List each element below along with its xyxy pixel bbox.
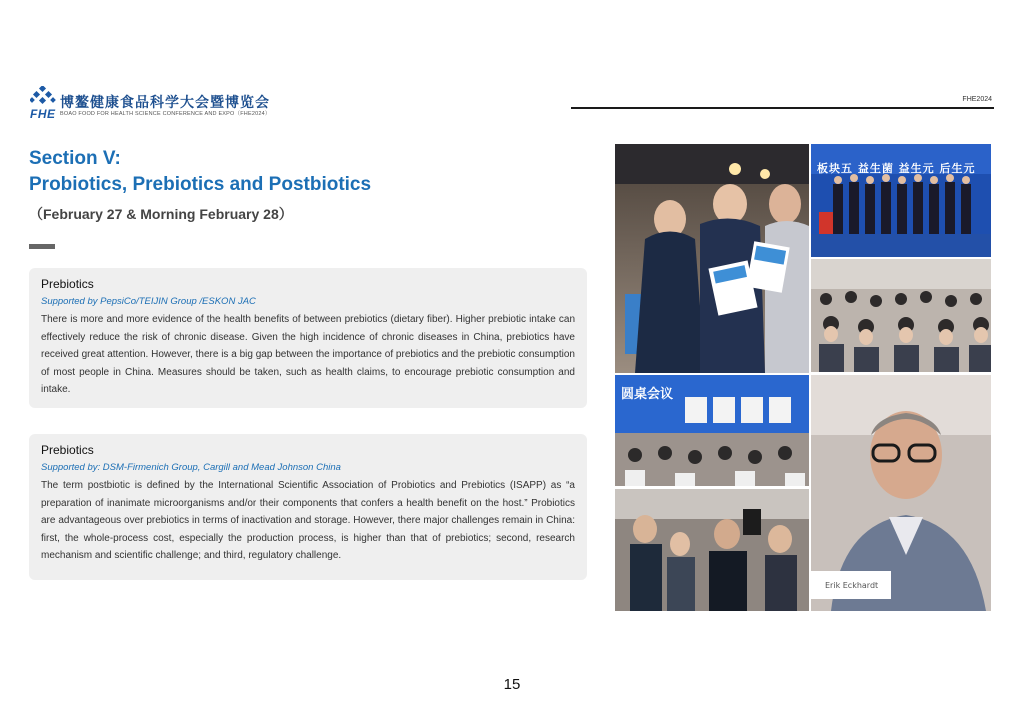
card-title: Prebiotics xyxy=(41,443,94,457)
section-title-line2: Probiotics, Prebiotics and Postbiotics xyxy=(29,174,372,195)
photo-speaker-portrait xyxy=(811,375,991,611)
photo-roundtable xyxy=(615,375,809,486)
card-body: The term postbiotic is defined by the International Scientific Association of Probiotics and Prebiotics (ISAPP) as “a preparation of inanimate microorganisms and/or their components that confers a health benefit on the host.” Probiotics are advantageous over prebiotics in terms of inactivation and storage. However, there major challenges remain in China: first, the whole-process cost, especially the production process, is higher than that of prebiotics; second, research mechanism and scientific challenge; and third, regulatory challenge. xyxy=(41,480,575,561)
header-divider xyxy=(571,107,994,109)
card-supporters: Supported by: DSM-Firmenich Group, Cargill and Mead Johnson China xyxy=(41,462,341,473)
card-supporters: Supported by PepsiCo/TEIJIN Group /ESKON JAC xyxy=(41,296,256,307)
card-title: Prebiotics xyxy=(41,277,94,291)
section-title xyxy=(29,146,371,198)
header-tag: FHE2024 xyxy=(962,96,992,103)
logo-abbreviation: FHE xyxy=(30,107,56,121)
stage-banner-text: 板块五 益生菌 益生元 后生元 xyxy=(817,162,976,175)
logo-english-name: BOAO FOOD FOR HEALTH SCIENCE CONFERENCE AND EXPO（FHE2024） xyxy=(60,111,271,117)
card-body: There is more and more evidence of the health benefits of between prebiotics (dietary fiber). Higher prebiotic intake can effectively reduce the risk of chronic disease. Given the high incidence of chronic diseases in China, prebiotics have received great attention. However, there is a big gap between the importance of prebiotics and the prebiotic consumption of most people in China. Measures should be taken, such as health claims, to encourage prebiotic consumption and intake. xyxy=(41,314,575,395)
photo-booth-attendees xyxy=(615,144,809,373)
photo-stage-group xyxy=(811,144,991,257)
page-number: 15 xyxy=(503,676,521,693)
topic-card-postbiotics xyxy=(29,434,587,580)
photo-attendees-phone xyxy=(615,489,809,611)
photo-audience xyxy=(811,259,991,372)
accent-dash xyxy=(29,244,55,249)
logo-chinese-name: 博鳌健康食品科学大会暨博览会 xyxy=(60,95,270,111)
section-dates: （February 27 & Morning February 28） xyxy=(29,206,293,222)
speaker-nameplate: Erik Eckhardt xyxy=(825,581,879,590)
section-title-line1: Section V: xyxy=(29,148,121,169)
topic-card-prebiotics xyxy=(29,268,587,408)
roundtable-banner-text: 圆桌会议 xyxy=(621,387,674,402)
